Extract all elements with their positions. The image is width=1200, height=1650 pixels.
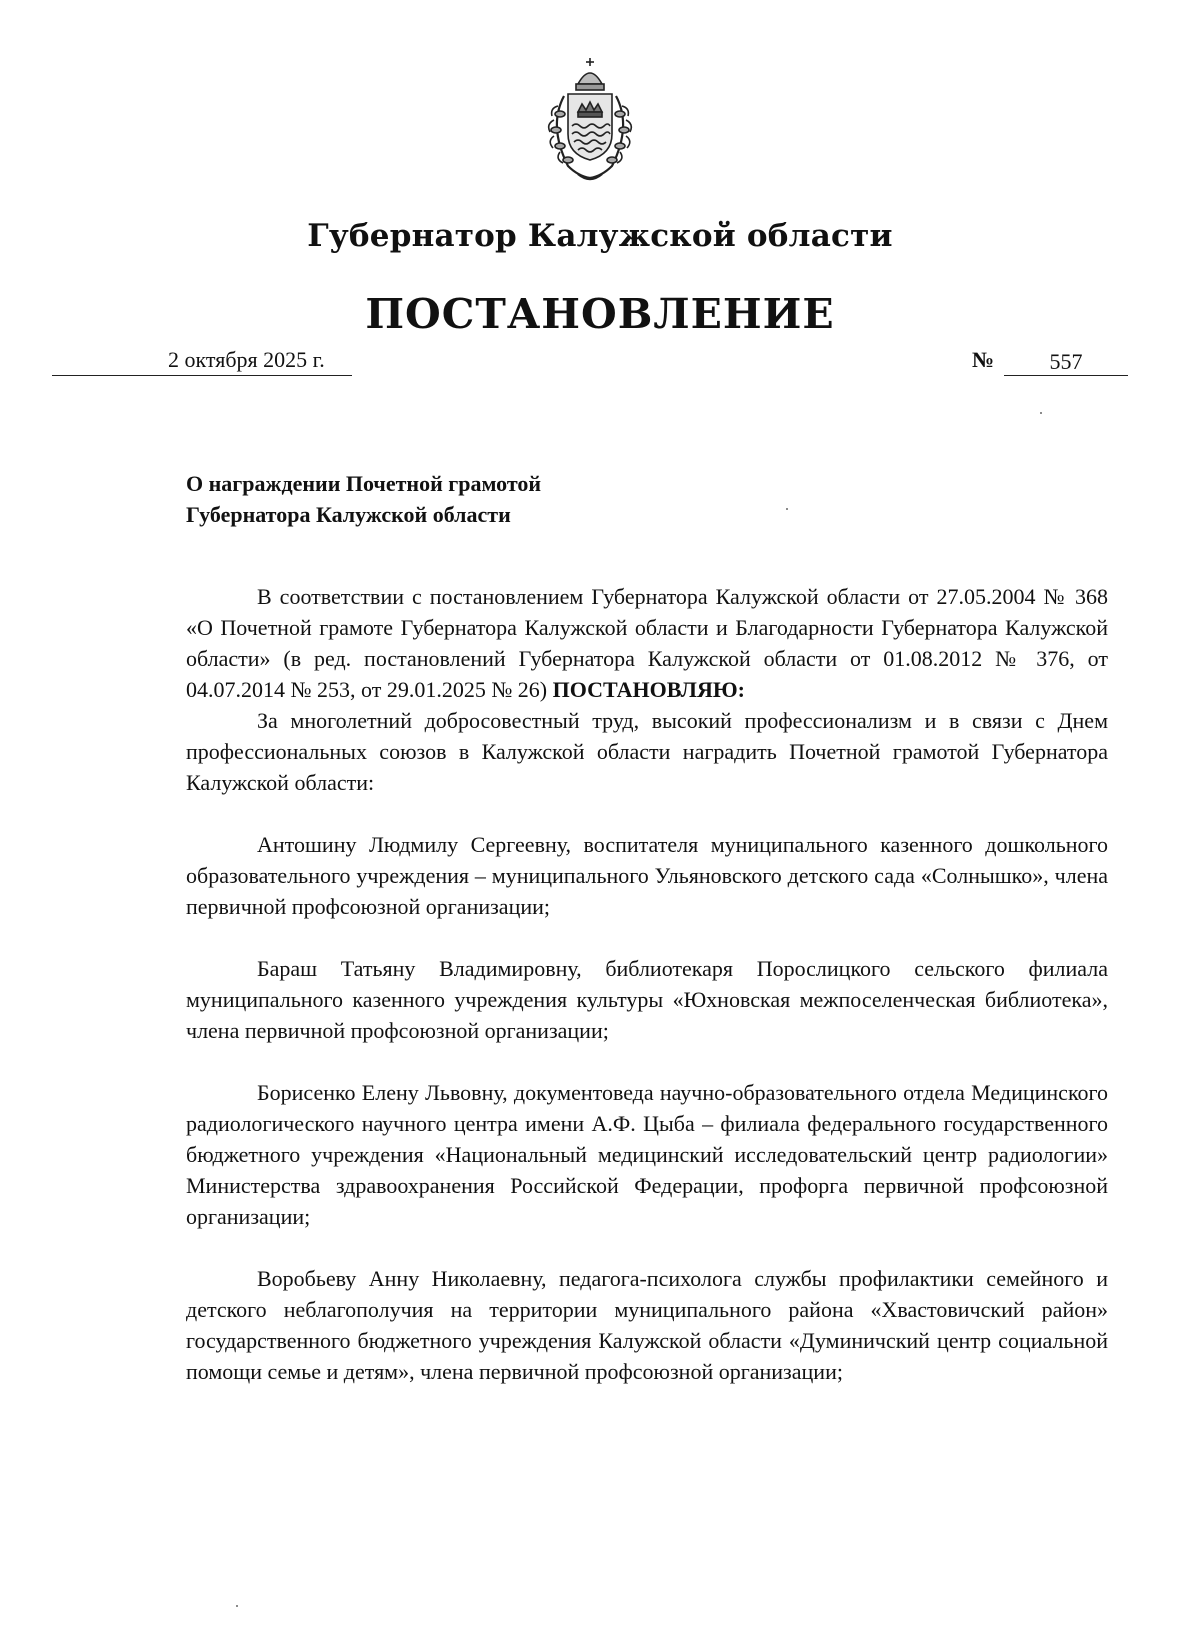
- subject-line-1: О награждении Почетной грамотой: [186, 471, 542, 496]
- decree-word: ПОСТАНОВЛЯЮ:: [552, 677, 745, 702]
- number-underline: [1004, 375, 1128, 376]
- award-intro-paragraph: За многолетний добросовестный труд, высокий профессионализм и в связи с Днем профессиональных союзов в Калужской области наградить Почетной грамотой Губернатора Калужской области:: [186, 708, 1108, 795]
- scan-speck: [786, 508, 788, 510]
- scan-speck: [1040, 412, 1042, 414]
- document-body: [186, 581, 1108, 1387]
- issuing-authority: Губернатор Калужской области: [307, 218, 893, 254]
- awardee-paragraph: Борисенко Елену Львовну, документоведа научно-образовательного отдела Медицинского радиологического научного центра имени А.Ф. Цыба – филиала федерального государственного бюджетного учреждения «Национальный медицинский исследовательский центр радиологии» Министерства здравоохранения Российской Федерации, профорга первичной профсоюзной организации;: [186, 1080, 1108, 1229]
- document-type-title: ПОСТАНОВЛЕНИЕ: [365, 290, 835, 338]
- preamble-paragraph: [186, 581, 1108, 705]
- document-subject: [186, 468, 886, 530]
- document-number: 557: [1049, 349, 1083, 374]
- awardee-paragraph: Бараш Татьяну Владимировну, библиотекаря Порослицкого сельского филиала муниципального казенного учреждения культуры «Юхновская межпоселенческая библиотека», члена первичной профсоюзной организации;: [186, 956, 1108, 1043]
- kaluga-coat-of-arms-icon: [538, 56, 642, 186]
- date-underline: [52, 375, 352, 376]
- awardee-paragraph: Воробьеву Анну Николаевну, педагога-психолога службы профилактики семейного и детского неблагополучия на территории муниципального района «Хвастовичский район» государственного бюджетного учреждения Калужской области «Думиничский центр социальной помощи семье и детям», члена первичной профсоюзной организации;: [186, 1266, 1108, 1384]
- subject-line-2: Губернатора Калужской области: [186, 502, 511, 527]
- scan-speck: [236, 1605, 238, 1607]
- number-label: №: [972, 347, 995, 372]
- awardee-paragraph: Антошину Людмилу Сергеевну, воспитателя муниципального казенного дошкольного образовательного учреждения – муниципального Ульяновского детского сада «Солнышко», члена первичной профсоюзной организации;: [186, 832, 1108, 919]
- document-date: 2 октября 2025 г.: [168, 347, 325, 372]
- preamble-text: В соответствии с постановлением Губернатора Калужской области от 27.05.2004 № 368 «О Почетной грамоте Губернатора Калужской области и Благодарности Губернатора Калужской области» (в ред. постановлений Губернатора Калужской области от 01.08.2012 № 376, от 04.07.2014 № 253, от 29.01.2025 № 26): [186, 584, 1108, 702]
